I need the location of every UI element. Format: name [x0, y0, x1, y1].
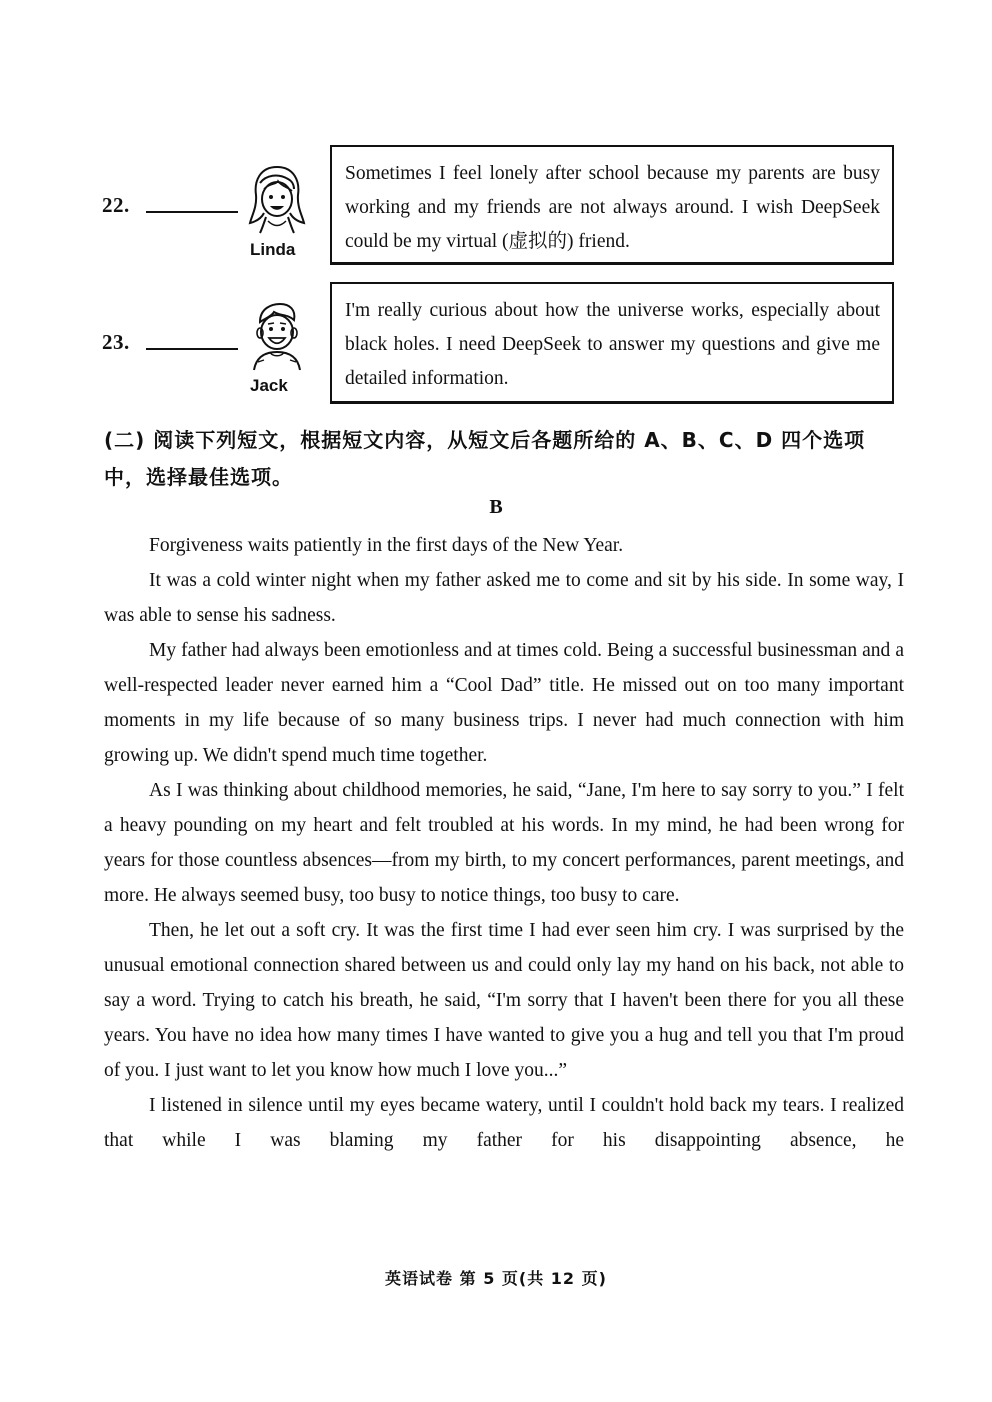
answer-blank[interactable]: [146, 348, 238, 350]
girl-face-icon: [244, 163, 310, 235]
question-number: 22.: [102, 193, 130, 217]
passage-paragraph: It was a cold winter night when my father asked me to come and sit by his side. In some way, I was able to sense his sadness.: [104, 570, 904, 626]
speech-box: Sometimes I feel lonely after school because my parents are busy working and my friends are not always around. I wish DeepSeek could be my virtual (虚拟的) friend.: [330, 145, 894, 265]
page-footer: 英语试卷 第 5 页(共 12 页): [385, 1269, 607, 1288]
speaker-name: Jack: [250, 376, 288, 395]
passage-paragraph: Then, he let out a soft cry. It was the first time I had ever seen him cry. I was surprised by the unusual emotional connection shared between us and could only lay my hand on his back, not able to say a word. Trying to catch his breath, he said, “I'm sorry that I haven't been there for you all these years. You have no idea how many times I have wanted to give you a hug and tell you that I'm proud of you. I just want to let you know how much I love you...”: [104, 920, 904, 1081]
passage-paragraph: Forgiveness waits patiently in the first days of the New Year.: [149, 535, 624, 556]
question-22: [0, 145, 992, 267]
reading-passage: [104, 528, 904, 1158]
passage-paragraph: I listened in silence until my eyes became watery, until I couldn't hold back my tears. I realized that while I was blaming my father for his disappointing absence, he: [104, 1095, 904, 1151]
section-letter: B: [489, 496, 503, 518]
speaker-name: Linda: [250, 240, 296, 259]
speech-box: I'm really curious about how the universe works, especially about black holes. I need DeepSeek to answer my questions and give me detailed information.: [330, 282, 894, 404]
passage-paragraph: As I was thinking about childhood memories, he said, “Jane, I'm here to say sorry to you.” I felt a heavy pounding on my heart and felt troubled at his words. In my mind, he had been wrong for years for those countless absences—from my birth, to my concert performances, parent meetings, and more. He always seemed busy, too busy to notice things, too busy to care.: [104, 780, 904, 906]
passage-paragraph: My father had always been emotionless and at times cold. Being a successful businessman and a well-respected leader never earned him a “Cool Dad” title. He missed out on too many important moments in my life because of so many business trips. I never had much connection with him growing up. We didn't spend much time together.: [104, 640, 904, 766]
answer-blank[interactable]: [146, 211, 238, 213]
question-23: [0, 282, 992, 404]
question-number: 23.: [102, 330, 130, 354]
section-instruction: (二) 阅读下列短文，根据短文内容，从短文后各题所给的 A、B、C、D 四个选项中，选择最佳选项。: [104, 428, 866, 489]
boy-face-icon: [244, 300, 310, 372]
